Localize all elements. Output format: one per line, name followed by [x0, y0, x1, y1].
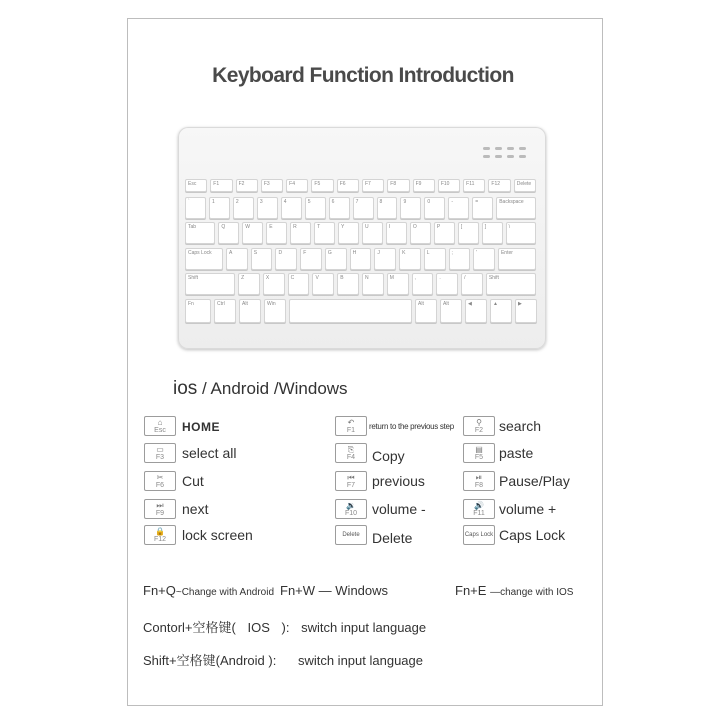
- shortcut-shift-space: [143, 650, 423, 669]
- keyboard-key: S: [251, 248, 273, 270]
- keyboard-key: F9: [413, 179, 435, 192]
- function-description: Copy: [372, 448, 405, 464]
- keyboard-key: ]: [482, 222, 503, 244]
- contorl-end: ):: [281, 620, 290, 635]
- keyboard-key: Alt: [239, 299, 261, 323]
- fkey-label: F3: [155, 454, 165, 461]
- fkey-label: F1: [346, 427, 356, 434]
- keyboard-key: L: [424, 248, 446, 270]
- fkey-label: Caps Lock: [464, 532, 494, 538]
- keyboard-key: Win: [264, 299, 286, 323]
- shift-key: Shift+空格键(: [143, 653, 220, 668]
- keyboard-key: 0: [424, 197, 445, 219]
- keyboard-key: F6: [337, 179, 359, 192]
- fn-e-desc: —change with IOS: [490, 587, 574, 598]
- fkey-f10: [335, 499, 367, 519]
- fkey-f11: [463, 499, 495, 519]
- keyboard-key: Caps Lock: [185, 248, 223, 270]
- keyboard-key: ;: [449, 248, 471, 270]
- fkey-icon: ⎘: [347, 445, 355, 454]
- function-description: Cut: [182, 473, 204, 489]
- keyboard-key: F1: [210, 179, 232, 192]
- keyboard-key: P: [434, 222, 455, 244]
- keyboard-key: ▶: [515, 299, 537, 323]
- function-description: volume -: [372, 501, 426, 517]
- keyboard-image: [178, 127, 546, 349]
- fkey-icon: ▭: [156, 445, 164, 454]
- keyboard-key: ◀: [465, 299, 487, 323]
- fkey-f8: [463, 471, 495, 491]
- keyboard-key: ': [473, 248, 495, 270]
- indicator-led: [519, 155, 526, 158]
- keyboard-key: 6: [329, 197, 350, 219]
- contorl-os: IOS: [247, 620, 270, 635]
- keyboard-key: Q: [218, 222, 239, 244]
- keyboard-key: Enter: [498, 248, 536, 270]
- function-description: Pause/Play: [499, 473, 570, 489]
- indicator-led: [483, 155, 490, 158]
- keyboard-key: U: [362, 222, 383, 244]
- fkey-icon: ⏯: [475, 473, 483, 482]
- keyboard-key: Fn: [185, 299, 211, 323]
- keyboard-key: W: [242, 222, 263, 244]
- fn-q-desc: ~Change with Android: [175, 587, 274, 598]
- fkey-f6: [144, 471, 176, 491]
- keyboard-key: F4: [286, 179, 308, 192]
- keyboard-key: C: [288, 273, 310, 295]
- fkey-label: Esc: [154, 427, 166, 434]
- indicator-led: [507, 147, 514, 150]
- keyboard-key: R: [290, 222, 311, 244]
- keyboard-key: 5: [305, 197, 326, 219]
- keyboard-key: F8: [387, 179, 409, 192]
- function-description: next: [182, 501, 209, 517]
- keyboard-key: Shift: [486, 273, 536, 295]
- fkey-label: F11: [473, 510, 485, 517]
- fn-w-key: Fn+W: [280, 583, 316, 598]
- keyboard-key: N: [362, 273, 384, 295]
- keyboard-key: F7: [362, 179, 384, 192]
- fkey-icon: 🔒: [155, 527, 165, 536]
- keyboard-key: Shift: [185, 273, 235, 295]
- keyboard-key: B: [337, 273, 359, 295]
- keyboard-key: 2: [233, 197, 254, 219]
- keyboard-key: T: [314, 222, 335, 244]
- keyboard-key: 9: [400, 197, 421, 219]
- keyboard-key: ▲: [490, 299, 512, 323]
- fn-w-desc: — Windows: [318, 583, 389, 598]
- fkey-f4: [335, 443, 367, 463]
- keyboard-key: O: [410, 222, 431, 244]
- contorl-key: Contorl+空格键(: [143, 620, 236, 635]
- fkey-f9: [144, 499, 176, 519]
- shortcut-contorl-space: [143, 617, 426, 636]
- fkey-f12: [144, 525, 176, 545]
- keyboard-key: Z: [238, 273, 260, 295]
- fkey-label: F6: [155, 482, 165, 489]
- keyboard-key: Delete: [514, 179, 536, 192]
- fkey-label: F4: [346, 454, 356, 461]
- indicator-led: [519, 147, 526, 150]
- keyboard-key: J: [374, 248, 396, 270]
- keyboard-key: 7: [353, 197, 374, 219]
- function-description: HOME: [182, 420, 220, 434]
- indicator-led: [495, 155, 502, 158]
- keyboard-key: H: [350, 248, 372, 270]
- indicator-led: [507, 155, 514, 158]
- keyboard-key: 3: [257, 197, 278, 219]
- keyboard-key: -: [448, 197, 469, 219]
- function-description: volume +: [499, 501, 557, 517]
- indicator-led: [483, 147, 490, 150]
- fkey-icon: ↶: [347, 418, 355, 427]
- function-description: Caps Lock: [499, 527, 566, 543]
- keyboard-key: /: [461, 273, 483, 295]
- keyboard-key: F2: [236, 179, 258, 192]
- shift-os: Android: [219, 653, 265, 668]
- fkey-f1: [335, 416, 367, 436]
- fn-q-key: Fn+Q: [143, 583, 176, 598]
- keyboard-key: F: [300, 248, 322, 270]
- fkey-icon: ⏮: [347, 473, 355, 482]
- function-description: return to the previous step: [369, 422, 454, 431]
- fkey-label: F10: [344, 510, 358, 517]
- fkey-icon: ▤: [475, 445, 483, 454]
- keyboard-key: 4: [281, 197, 302, 219]
- keyboard-key: I: [386, 222, 407, 244]
- keyboard-key: F10: [438, 179, 460, 192]
- keyboard-key: G: [325, 248, 347, 270]
- keyboard-key: Y: [338, 222, 359, 244]
- os-ios-label: ios: [173, 378, 198, 399]
- fkey-icon: ✂: [156, 473, 164, 482]
- keyboard-key: [289, 299, 412, 323]
- os-other-label: / Android /Windows: [202, 379, 348, 398]
- fkey-f2: [463, 416, 495, 436]
- fkey-icon: 🔊: [474, 501, 484, 510]
- fkey-label: F12: [153, 536, 167, 543]
- keyboard-key: X: [263, 273, 285, 295]
- keyboard-key: E: [266, 222, 287, 244]
- keyboard-key: F5: [311, 179, 333, 192]
- keyboard-key: Alt: [440, 299, 462, 323]
- contorl-desc: switch input language: [301, 620, 427, 635]
- keyboard-key: V: [312, 273, 334, 295]
- fkey-label: F8: [474, 482, 484, 489]
- function-description: search: [499, 418, 542, 434]
- function-description: previous: [372, 473, 425, 489]
- shift-end: ):: [268, 653, 277, 668]
- fkey-icon: 🔉: [346, 501, 356, 510]
- keyboard-key: F12: [488, 179, 510, 192]
- keyboard-key: .: [436, 273, 458, 295]
- keyboard-key: D: [275, 248, 297, 270]
- fkey-label: Delete: [342, 532, 360, 538]
- keyboard-key: 1: [209, 197, 230, 219]
- keyboard-key: =: [472, 197, 493, 219]
- fkey-f7: [335, 471, 367, 491]
- fkey-label: F7: [346, 482, 356, 489]
- keyboard-key: A: [226, 248, 248, 270]
- fkey-icon: ⌂: [157, 418, 163, 427]
- function-description: select all: [182, 445, 237, 461]
- os-label: [173, 378, 348, 400]
- function-description: Delete: [372, 530, 413, 546]
- keyboard-key: [: [458, 222, 479, 244]
- fkey-label: F5: [474, 454, 484, 461]
- keyboard-key: ,: [412, 273, 434, 295]
- keyboard-key: Esc: [185, 179, 207, 192]
- fkey-icon: ⏭: [156, 501, 164, 510]
- keyboard-key: F3: [261, 179, 283, 192]
- fkey-label: F9: [155, 510, 165, 517]
- function-description: lock screen: [182, 527, 253, 543]
- fkey-label: F2: [474, 427, 484, 434]
- content-frame: [127, 18, 603, 706]
- keyboard-key: K: [399, 248, 421, 270]
- keyboard-key: \: [506, 222, 536, 244]
- fkey-caps-lock: [463, 525, 495, 545]
- keyboard-key: Alt: [415, 299, 437, 323]
- shortcut-fn-w: [280, 583, 388, 598]
- keyboard-key: 8: [377, 197, 398, 219]
- keyboard-key: Backspace: [496, 197, 536, 219]
- shortcut-fn-e: [455, 583, 573, 598]
- keyboard-key: M: [387, 273, 409, 295]
- fkey-delete: [335, 525, 367, 545]
- fkey-f3: [144, 443, 176, 463]
- shift-desc: switch input language: [297, 653, 423, 668]
- fn-e-key: Fn+E: [455, 583, 487, 598]
- indicator-led: [495, 147, 502, 150]
- function-description: paste: [499, 445, 534, 461]
- shortcut-fn-q: [143, 583, 274, 598]
- fkey-esc: [144, 416, 176, 436]
- keyboard-key: F11: [463, 179, 485, 192]
- keyboard-key: `: [185, 197, 206, 219]
- keyboard-key: Ctrl: [214, 299, 236, 323]
- fkey-f5: [463, 443, 495, 463]
- keyboard-key: Tab: [185, 222, 215, 244]
- page-title: Keyboard Function Introduction: [212, 64, 514, 87]
- fkey-icon: ⚲: [476, 418, 482, 427]
